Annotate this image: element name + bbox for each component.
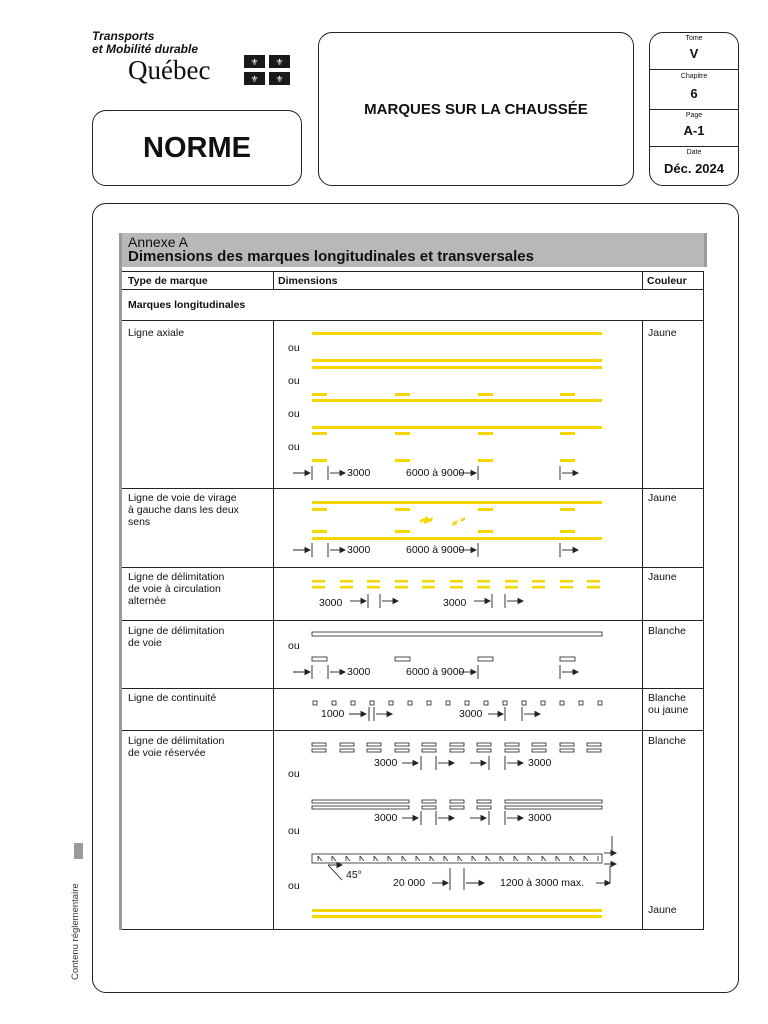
solid-line xyxy=(312,366,602,369)
row-color-secondary: Jaune xyxy=(648,904,677,916)
section-title: Marques longitudinales xyxy=(128,299,246,311)
arrowhead xyxy=(305,548,310,553)
dimension-label: 6000 à 9000 xyxy=(406,544,465,556)
ou-label: ou xyxy=(288,880,300,892)
dimension-label: 6000 à 9000 xyxy=(406,467,465,479)
dimension-label: 3000 xyxy=(347,666,371,678)
document-title: MARQUES SUR LA CHAUSSÉE xyxy=(318,32,634,186)
ou-label: ou xyxy=(288,640,300,652)
arrow-icon xyxy=(420,516,433,524)
dimension-label: 3000 xyxy=(374,812,398,824)
col-header-couleur: Couleur xyxy=(647,275,687,287)
row-color: Jaune xyxy=(648,492,677,504)
arrowhead xyxy=(573,670,578,675)
arrowhead xyxy=(481,816,486,821)
arrowhead xyxy=(605,881,610,886)
arrowhead xyxy=(413,816,418,821)
svg-text:⚜: ⚜ xyxy=(250,75,259,85)
arrowhead xyxy=(471,548,476,553)
double-dash-row xyxy=(312,580,600,589)
arrowhead xyxy=(340,471,345,476)
side-label: Contenu réglementaire xyxy=(70,883,81,980)
arrowhead xyxy=(485,599,490,604)
arrowhead xyxy=(535,712,540,717)
annex-title: Dimensions des marques longitudinales et transversales xyxy=(128,248,534,265)
date-label: Date xyxy=(686,149,702,156)
dimension-label: 1000 xyxy=(321,708,345,720)
solid-line xyxy=(312,915,602,918)
solid-line xyxy=(312,399,602,402)
org-name-quebec: Québec xyxy=(128,55,211,85)
row-type-alternee: Ligne de délimitation de voie à circulation alternée xyxy=(128,571,225,607)
dimension-label: 6000 à 9000 xyxy=(406,666,465,678)
row-color: Jaune xyxy=(648,571,677,583)
org-name-line2: et Mobilité durable xyxy=(92,42,199,56)
dash-row xyxy=(312,530,575,533)
arrowhead xyxy=(305,471,310,476)
row-type-reservee: Ligne de délimitation de voie réservée xyxy=(128,735,225,759)
solid-line xyxy=(312,909,602,912)
dash-row xyxy=(312,393,575,396)
solid-line xyxy=(312,426,602,429)
dimension-label: 1200 à 3000 max. xyxy=(500,877,585,889)
chapitre-label: Chapitre xyxy=(680,73,708,80)
row-color: Jaune xyxy=(648,327,677,339)
arrowhead xyxy=(479,881,484,886)
hatching xyxy=(318,856,598,861)
row-color: Blanche ou jaune xyxy=(648,692,689,716)
norme-label: NORME xyxy=(92,110,302,186)
dash-row xyxy=(312,508,575,511)
dimension-label: 3000 xyxy=(443,597,467,609)
row-type-virage: Ligne de voie de virage à gauche dans les deux sens xyxy=(128,492,239,528)
arrowhead xyxy=(361,712,366,717)
dimension-label: 3000 xyxy=(459,708,483,720)
dimension-label: 3000 xyxy=(528,757,552,769)
svg-text:⚜: ⚜ xyxy=(250,58,259,68)
page-label: Page xyxy=(685,112,703,119)
date-value: Déc. 2024 xyxy=(664,161,724,176)
row-type-delimitation: Ligne de délimitation de voie xyxy=(128,625,225,649)
tome-value: V xyxy=(689,46,699,61)
dash-row xyxy=(312,432,575,435)
arrowhead xyxy=(518,599,523,604)
svg-text:⚜: ⚜ xyxy=(275,58,284,68)
arrowhead xyxy=(449,816,454,821)
dimension-label: 20 000 xyxy=(393,877,426,889)
org-name-line1: Transports xyxy=(92,29,155,43)
solid-line xyxy=(312,537,602,540)
arrowhead xyxy=(573,548,578,553)
dimension-label: 3000 xyxy=(374,757,398,769)
arrowhead xyxy=(518,816,523,821)
solid-line xyxy=(312,359,602,362)
dash-row xyxy=(312,459,575,462)
row-color: Blanche xyxy=(648,735,686,747)
arrowhead xyxy=(305,670,310,675)
arrowhead xyxy=(361,599,366,604)
solid-line xyxy=(312,332,602,335)
row-type-ligne-axiale: Ligne axiale xyxy=(128,327,185,339)
angle-label: 45° xyxy=(346,869,362,881)
ou-label: ou xyxy=(288,768,300,780)
dimension-label: 3000 xyxy=(528,812,552,824)
arrowhead xyxy=(393,599,398,604)
arrowhead xyxy=(413,761,418,766)
arrowhead xyxy=(387,712,392,717)
arrowhead xyxy=(340,548,345,553)
ou-label: ou xyxy=(288,375,300,387)
dimension-label: 3000 xyxy=(319,597,343,609)
arrowhead xyxy=(443,881,448,886)
arrowhead xyxy=(611,851,616,856)
arrowhead xyxy=(340,670,345,675)
page-value: A-1 xyxy=(683,123,705,138)
ou-label: ou xyxy=(288,825,300,837)
arrowhead xyxy=(573,471,578,476)
chapitre-value: 6 xyxy=(690,86,698,101)
dimension-label: 3000 xyxy=(347,544,371,556)
arrowhead xyxy=(518,761,523,766)
arrowhead xyxy=(481,761,486,766)
white-solid-line xyxy=(312,632,602,636)
row-type-continuite: Ligne de continuité xyxy=(128,692,217,704)
ou-label: ou xyxy=(288,441,300,453)
arrowhead xyxy=(611,862,616,867)
white-markings xyxy=(312,632,602,863)
tome-label: Tome xyxy=(685,35,703,42)
ou-label: ou xyxy=(288,342,300,354)
dimension-arrows xyxy=(293,466,616,890)
dimension-label: 3000 xyxy=(347,467,371,479)
svg-text:⚜: ⚜ xyxy=(275,75,284,85)
arrowhead xyxy=(471,670,476,675)
double-dash-row xyxy=(312,743,601,752)
arrow-icon xyxy=(452,517,465,526)
solid-line xyxy=(312,501,602,504)
ou-label: ou xyxy=(288,408,300,420)
yellow-markings xyxy=(312,332,602,918)
arrowhead xyxy=(498,712,503,717)
annex-label: Annexe A xyxy=(128,234,188,250)
arrowhead xyxy=(449,761,454,766)
arrowhead xyxy=(471,471,476,476)
col-header-dimensions: Dimensions xyxy=(278,275,338,287)
row-color: Blanche xyxy=(648,625,686,637)
col-header-type: Type de marque xyxy=(128,275,208,287)
